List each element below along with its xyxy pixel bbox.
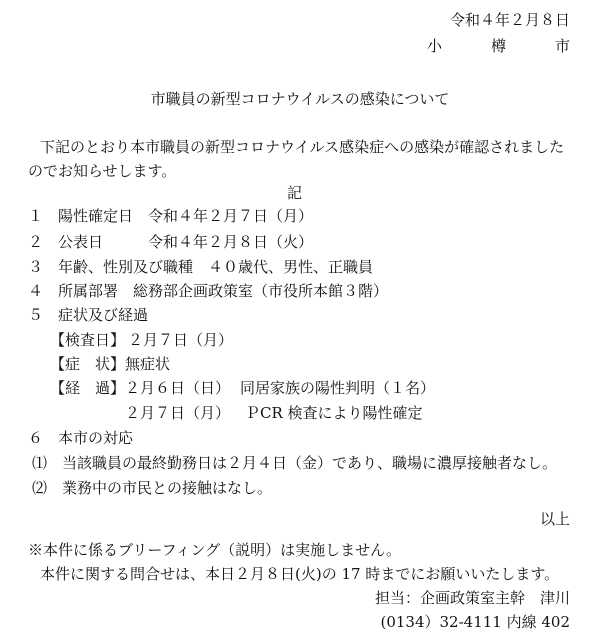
item-label: 症状及び経過 [58,306,149,324]
briefing-note: ※本件に係るブリーフィング（説明）は実施しません。 [28,541,402,559]
issuer-name: 小 樽 市 [426,37,587,55]
ki-heading: 記 [287,184,303,202]
item-label: 所属部署 [58,282,119,300]
response-item-number: ⑴ [32,454,48,472]
item-value: ４０歳代、男性、正職員 [208,258,374,276]
item-value: 令和４年２月７日（月） [148,207,314,225]
symptom-label: 【症 状】 [50,355,126,373]
intro-line-1: 下記のとおり本市職員の新型コロナウイルス感染症への感染が確認されました [40,138,565,156]
item-number: ６ [28,429,44,447]
course-label: 【経 過】 [50,379,126,397]
document-date: 令和４年２月８日 [449,11,570,29]
course-date: ２月７日（月） [125,404,231,422]
item-label: 本市の対応 [58,429,134,447]
course-text: ＰCR 検査により陽性確定 [245,404,423,422]
item-value: 総務部企画政策室（市役所本館３階） [133,282,389,300]
response-item-number: ⑵ [32,479,48,497]
item-number: ３ [28,258,44,276]
item-number: ４ [28,282,44,300]
item-label: 年齢、性別及び職種 [58,258,194,276]
symptom-value: 無症状 [125,355,171,373]
intro-line-2: のでお知らせします。 [28,162,177,180]
contact-person: 担当：企画政策室主幹 津川 [374,589,570,607]
response-item-text: 当該職員の最終勤務日は２月４日（金）であり、職場に濃厚接触者なし。 [62,454,558,472]
exam-date-label: 【検査日】 [50,331,126,349]
response-item-text: 業務中の市民との接触はなし。 [62,479,273,497]
item-number: ２ [28,233,44,251]
course-text: 同居家族の陽性判明（１名） [240,379,436,397]
contact-phone: (0134）32-4111 内線 402 [380,613,570,631]
item-label: 公表日 [58,233,104,251]
item-label: 陽性確定日 [58,207,134,225]
exam-date-value: ２月７日（月） [128,331,234,349]
closing-ijo: 以上 [539,510,570,528]
item-number: ５ [28,306,44,324]
inquiry-text: 本件に関する問合せは、本日２月８日(火)の 17 時までにお願いいたします。 [40,565,560,583]
item-number: １ [28,207,44,225]
item-value: 令和４年２月８日（火） [148,233,314,251]
page-title: 市職員の新型コロナウイルスの感染について [150,90,450,108]
course-date: ２月６日（日） [125,379,231,397]
